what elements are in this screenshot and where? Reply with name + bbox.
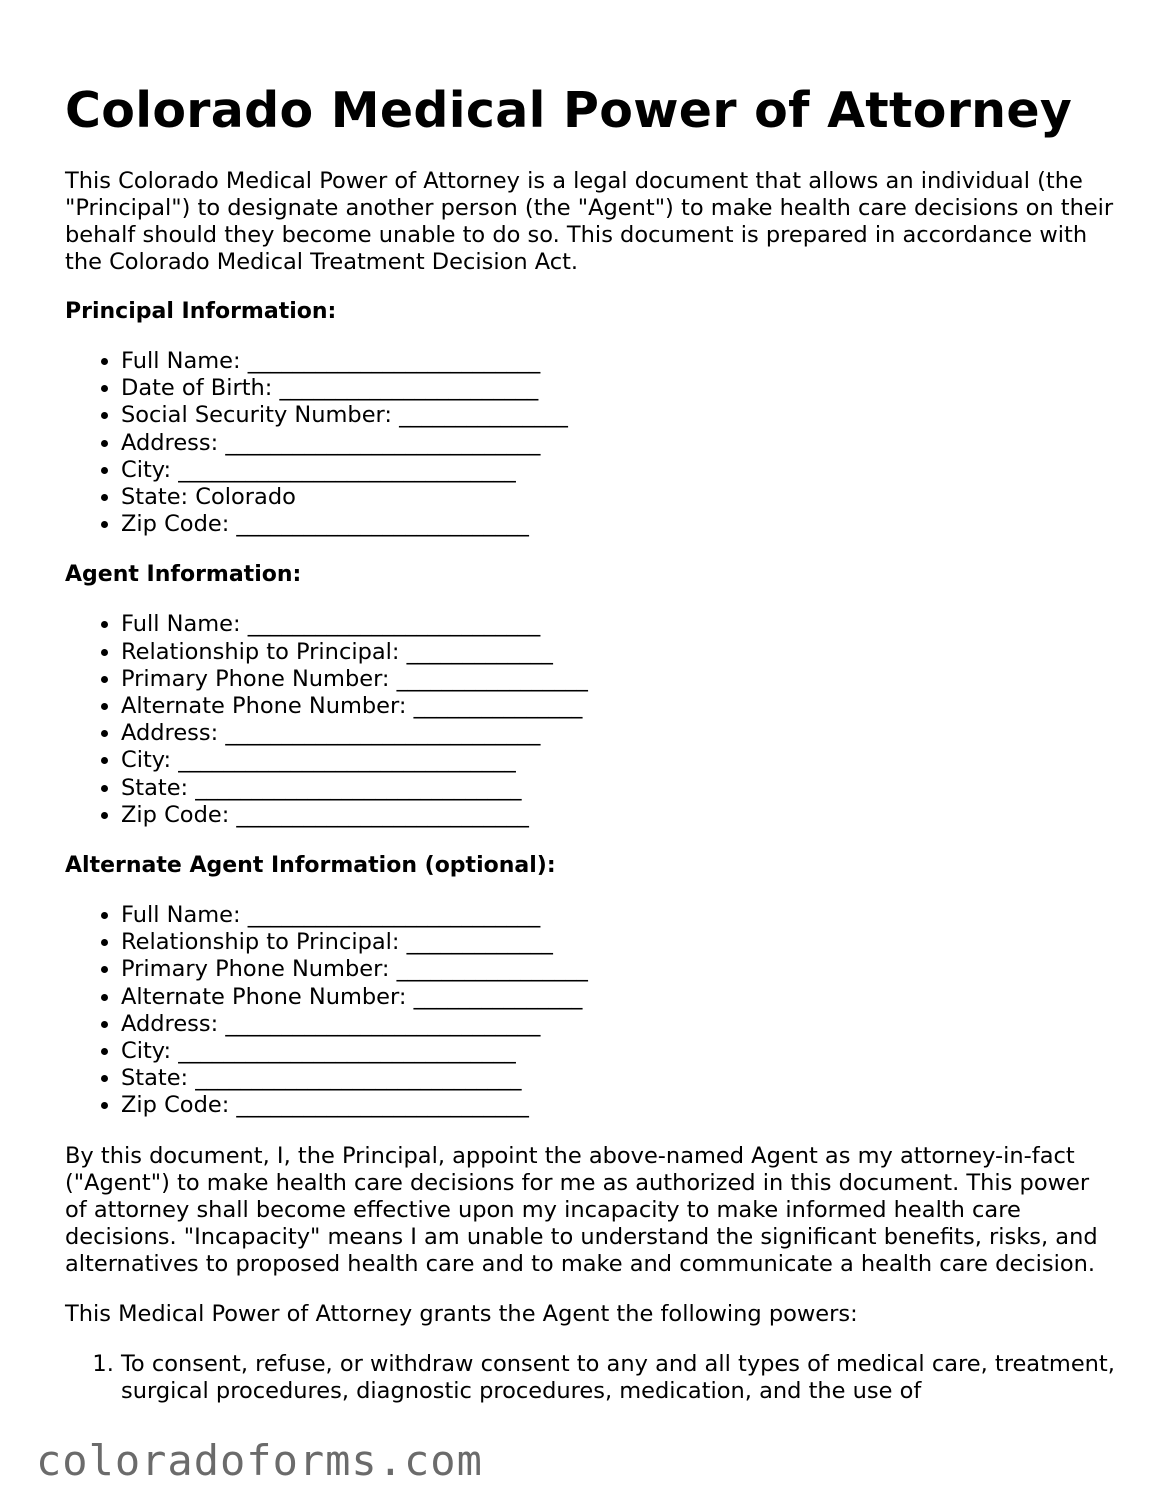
- principal-heading: Principal Information:: [65, 299, 337, 324]
- alternate-agent-heading: Alternate Agent Information (optional):: [65, 853, 556, 879]
- principal-state: • State: Colorado: [121, 484, 1115, 511]
- alternate-agent-alternate-phone: • Alternate Phone Number: _______________: [121, 984, 1115, 1011]
- alternate-agent-zip: • Zip Code: __________________________: [121, 1092, 1115, 1119]
- agent-list: [65, 611, 1115, 829]
- appointment-paragraph: By this document, I, the Principal, appoint the above-named Agent as my attorney-in-fact ("Agent") to make health care decisions for me as authorized in this document. This power of attorney shall become effective upon my incapacity to make informed health care decisions. "Incapacity" means I am unable to understand the significant benefits, risks, and alternatives to proposed health care and to make and communicate a health care decision.: [65, 1142, 1098, 1277]
- alternate-agent-full-name: • Full Name: __________________________: [121, 902, 1115, 929]
- agent-alternate-phone: • Alternate Phone Number: _______________: [121, 693, 1115, 720]
- agent-state: • State: _____________________________: [121, 775, 1115, 802]
- powers-intro: This Medical Power of Attorney grants the Agent the following powers:: [65, 1300, 858, 1327]
- principal-address: • Address: ____________________________: [121, 430, 1115, 457]
- agent-city: • City: ______________________________: [121, 747, 1115, 774]
- principal-list: [65, 348, 1115, 538]
- power-item: 1. To consent, refuse, or withdraw consent to any and all types of medical care, treatment, surgical procedures, diagnostic procedures, medication, and the use of: [121, 1351, 1115, 1405]
- agent-relationship: • Relationship to Principal: _____________: [121, 639, 1115, 666]
- alternate-agent-relationship: • Relationship to Principal: _____________: [121, 929, 1115, 956]
- agent-full-name: • Full Name: __________________________: [121, 611, 1115, 638]
- principal-full-name: • Full Name: __________________________: [121, 348, 1115, 375]
- principal-ssn: • Social Security Number: _______________: [121, 402, 1115, 429]
- agent-zip: • Zip Code: __________________________: [121, 802, 1115, 829]
- principal-city: • City: ______________________________: [121, 457, 1115, 484]
- principal-zip: • Zip Code: __________________________: [121, 511, 1115, 538]
- document-page: [65, 0, 1115, 1405]
- document-title: Colorado Medical Power of Attorney: [65, 82, 1073, 139]
- alternate-agent-state: • State: _____________________________: [121, 1065, 1115, 1092]
- agent-primary-phone: • Primary Phone Number: _________________: [121, 666, 1115, 693]
- intro-paragraph: This Colorado Medical Power of Attorney is a legal document that allows an individual (the "Principal") to designate another person (the "Agent") to make health care decisions on their behalf should they become unable to do so. This document is prepared in accordance with the Colorado Medical Treatment Decision Act.: [65, 168, 1114, 275]
- agent-heading: Agent Information:: [65, 562, 302, 588]
- alternate-agent-city: • City: ______________________________: [121, 1038, 1115, 1065]
- alternate-agent-primary-phone: • Primary Phone Number: _________________: [121, 956, 1115, 983]
- alternate-agent-address: • Address: ____________________________: [121, 1011, 1115, 1038]
- agent-address: • Address: ____________________________: [121, 720, 1115, 747]
- powers-list: [65, 1351, 1115, 1405]
- alternate-agent-list: [65, 902, 1115, 1120]
- watermark-footer: coloradoforms.com: [36, 1436, 493, 1485]
- principal-date-of-birth: • Date of Birth: _______________________: [121, 375, 1115, 402]
